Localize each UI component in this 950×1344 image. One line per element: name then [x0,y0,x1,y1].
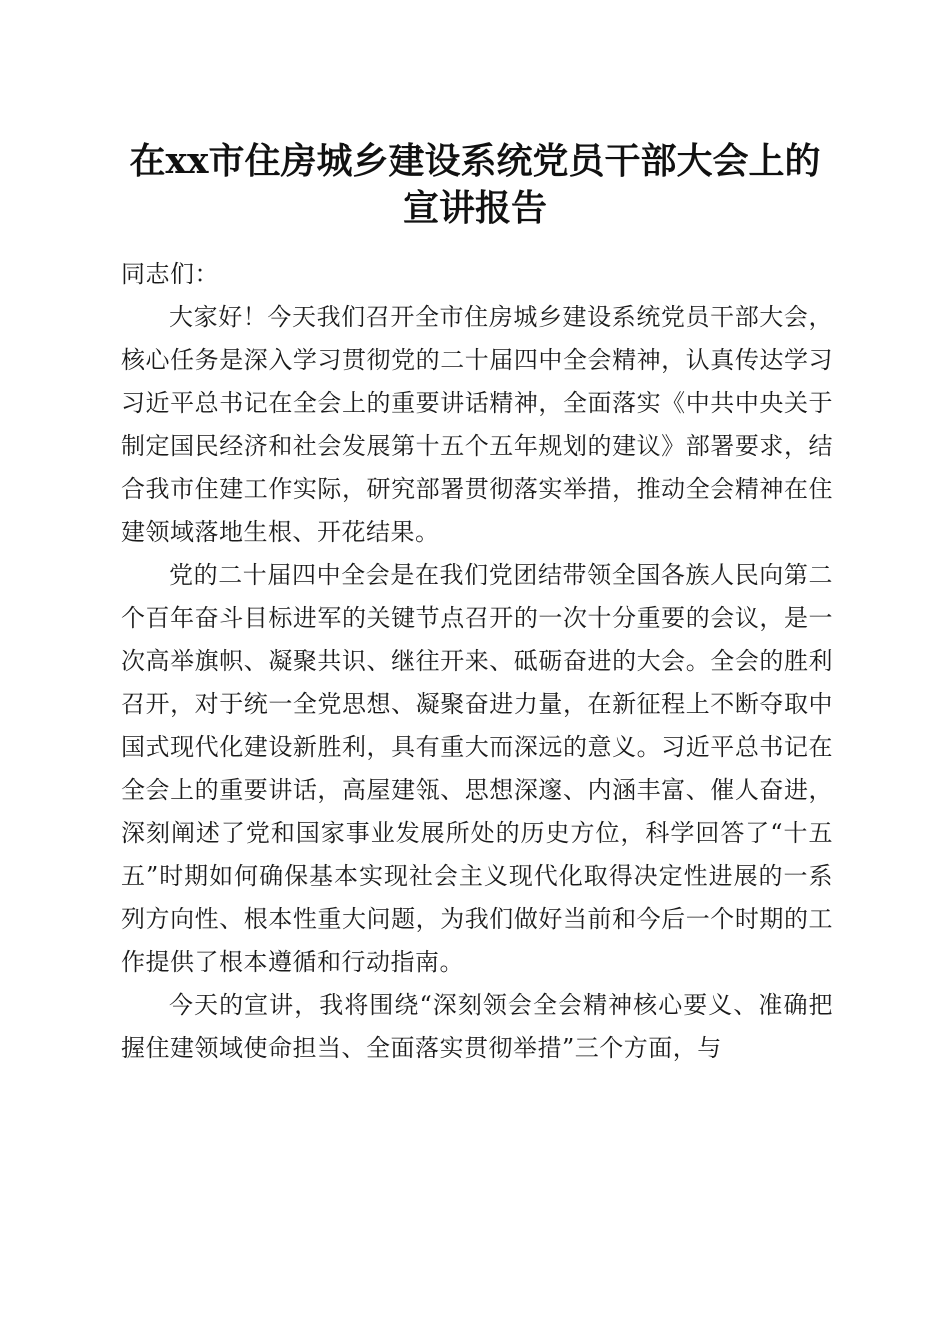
document-body [121,253,833,1070]
document-title-line-2: 宣讲报告 [402,187,547,229]
paragraph-outline: 今天的宣讲，我将围绕“深刻领会全会精神核心要义、准确把握住建领域使命担当、全面落实贯彻举措”三个方面，与 [121,991,833,1062]
paragraph-opening: 大家好！今天我们召开全市住房城乡建设系统党员干部大会，核心任务是深入学习贯彻党的二十届四中全会精神，认真传达学习习近平总书记在全会上的重要讲话精神，全面落实《中共中央关于制定国民经济和社会发展第十五个五年规划的建议》部署要求，结合我市住建工作实际，研究部署贯彻落实举措，推动全会精神在住建领域落地生根、开花结果。 [121,303,833,546]
paragraph-plenum-significance: 党的二十届四中全会是在我们党团结带领全国各族人民向第二个百年奋斗目标进军的关键节点召开的一次十分重要的会议，是一次高举旗帜、凝聚共识、继往开来、砥砺奋进的大会。全会的胜利召开，对于统一全党思想、凝聚奋进力量，在新征程上不断夺取中国式现代化建设新胜利，具有重大而深远的意义。习近平总书记在全会上的重要讲话，高屋建瓴、思想深邃、内涵丰富、催人奋进，深刻阐述了党和国家事业发展所处的历史方位，科学回答了“十五五”时期如何确保基本实现社会主义现代化取得决定性进展的一系列方向性、根本性重大问题，为我们做好当前和今后一个时期的工作提供了根本遵循和行动指南。 [121,561,833,976]
document-title-line-1: 在xx市住房城乡建设系统党员干部大会上的 [129,140,821,182]
salutation: 同志们： [121,260,219,288]
